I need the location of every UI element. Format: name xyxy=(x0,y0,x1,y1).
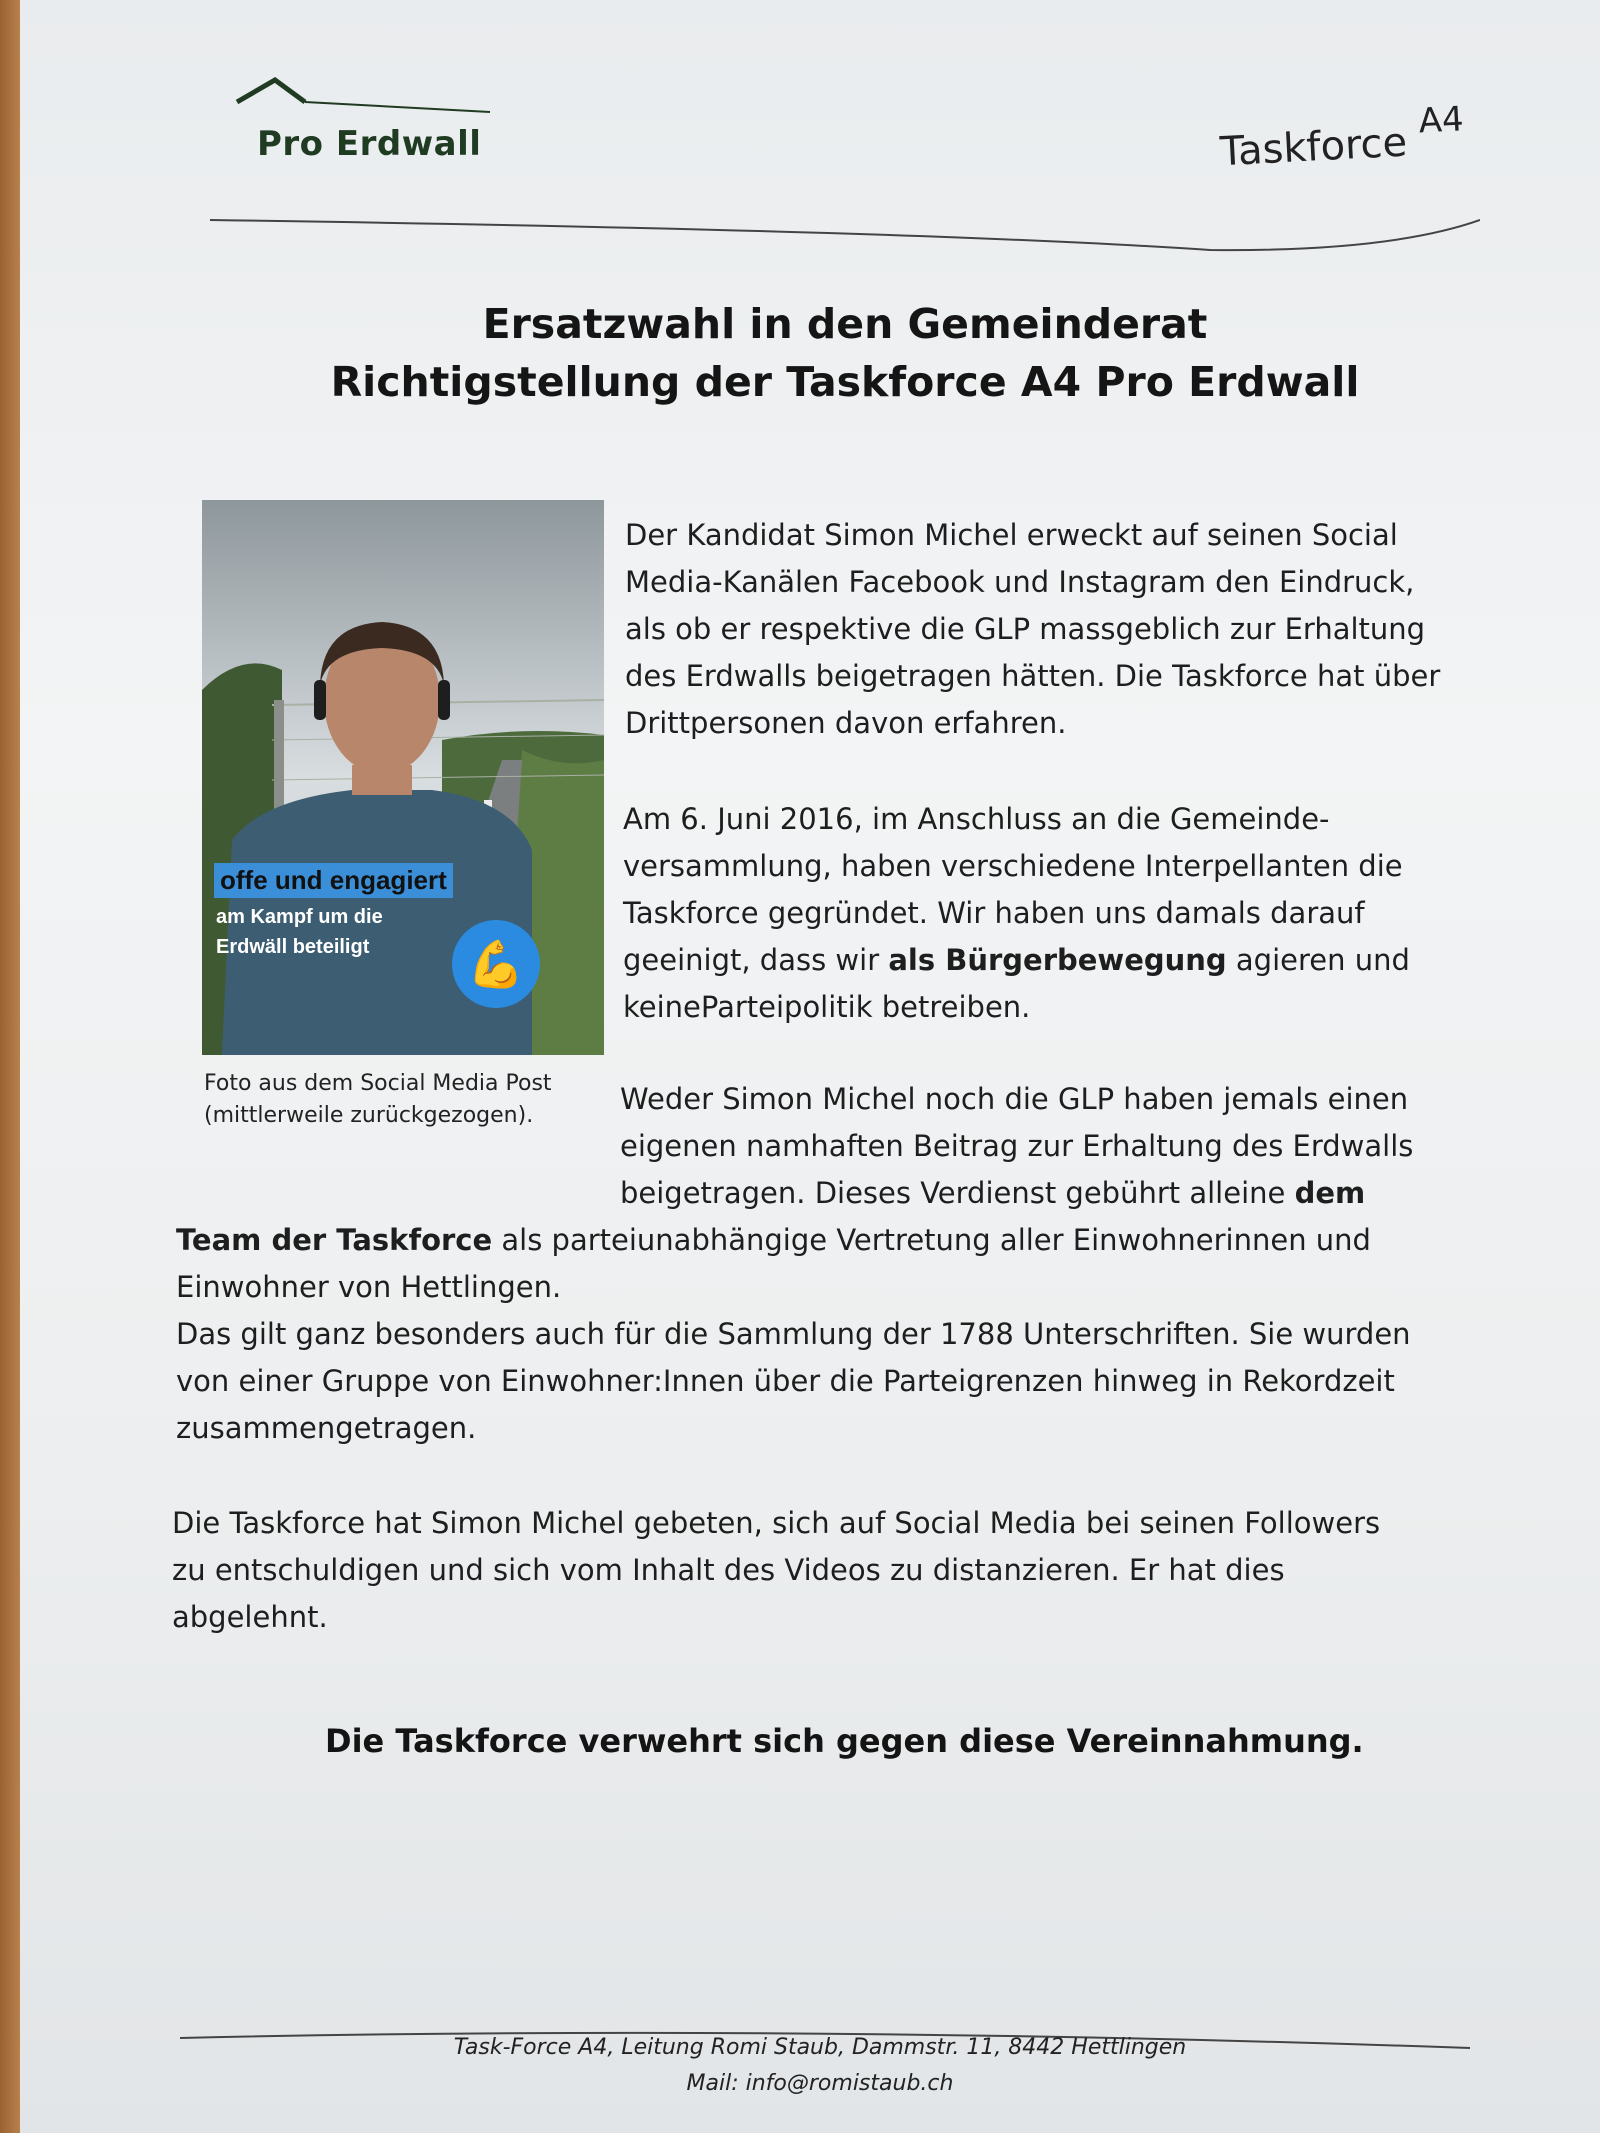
paragraph-2-text: agieren und xyxy=(1226,943,1410,977)
paragraph-1-line: Der Kandidat Simon Michel erweckt auf seinen Social xyxy=(625,518,1398,552)
paragraph-4-line: zusammengetragen. xyxy=(176,1411,477,1445)
footer-mail xyxy=(260,2066,1380,2102)
paragraph-3-continued xyxy=(176,1217,1371,1311)
paragraph-4-line: von einer Gruppe von Einwohner:Innen über die Parteigrenzen hinweg in Rekordzeit xyxy=(176,1364,1395,1398)
paragraph-5-line: zu entschuldigen und sich vom Inhalt des Videos zu distanzieren. Er hat dies xyxy=(172,1553,1285,1587)
paragraph-2-line: Taskforce gegründet. Wir haben uns damals darauf xyxy=(623,896,1365,930)
paragraph-2 xyxy=(623,796,1410,1031)
document-page xyxy=(20,0,1600,2133)
footer-address: Task-Force A4, Leitung Romi Staub, Dammstr. 11, 8442 Hettlingen xyxy=(453,2035,1187,2060)
document-title xyxy=(270,295,1420,411)
paragraph-5-line: Die Taskforce hat Simon Michel gebeten, sich auf Social Media bei seinen Followers xyxy=(172,1506,1381,1540)
photo-image xyxy=(202,500,604,1055)
logo-text: Pro Erdwall xyxy=(257,124,482,164)
paragraph-3-line xyxy=(620,1170,1413,1217)
paragraph-3-text: als parteiunabhängige Vertretung aller Einwohnerinnen und xyxy=(492,1223,1371,1257)
flexed-biceps-icon: 💪 xyxy=(452,920,540,1008)
photo-overlay-line-3: Erdwäll beteiligt xyxy=(216,936,370,958)
paragraph-3-line: Weder Simon Michel noch die GLP haben jemals einen xyxy=(620,1082,1409,1116)
social-media-photo xyxy=(202,500,604,1055)
dem-emphasis: dem xyxy=(1294,1176,1366,1210)
paragraph-3-line xyxy=(176,1217,1371,1264)
paragraph-3-text: beigetragen. Dieses Verdienst gebührt alleine xyxy=(620,1176,1295,1210)
photo-caption xyxy=(204,1068,552,1132)
paragraph-5-line: abgelehnt. xyxy=(172,1600,328,1634)
paragraph-3 xyxy=(620,1076,1413,1217)
paragraph-2-line xyxy=(623,937,1410,984)
paragraph-1-line: Media-Kanälen Facebook und Instagram den Eindruck, xyxy=(625,565,1415,599)
paragraph-1-line: als ob er respektive die GLP massgeblich zur Erhaltung xyxy=(625,612,1426,646)
footer-mail-label: Mail: xyxy=(686,2071,746,2096)
title-line-1: Ersatzwahl in den Gemeinderat xyxy=(482,300,1208,348)
paragraph-1 xyxy=(625,512,1440,747)
closing-statement: Die Taskforce verwehrt sich gegen diese Vereinnahmung. xyxy=(325,1722,1364,1760)
title-line-2: Richtigstellung der Taskforce A4 Pro Erdwall xyxy=(330,358,1360,406)
taskforce-suffix: A4 xyxy=(1417,99,1465,142)
paragraph-1-line: Drittpersonen davon erfahren. xyxy=(625,706,1067,740)
footer xyxy=(260,2030,1380,2102)
paragraph-3-line: eigenen namhaften Beitrag zur Erhaltung des Erdwalls xyxy=(620,1129,1414,1163)
paragraph-5 xyxy=(172,1500,1380,1641)
paragraph-1-line: des Erdwalls beigetragen hätten. Die Taskforce hat über xyxy=(625,659,1441,693)
paragraph-3-line: Einwohner von Hettlingen. xyxy=(176,1270,562,1304)
taskforce-label xyxy=(1219,99,1466,176)
caption-line-2: (mittlerweile zurückgezogen). xyxy=(204,1103,534,1128)
footer-mail-link[interactable]: info@romistaub.ch xyxy=(745,2071,954,2096)
roof-mark-icon xyxy=(235,72,495,132)
team-der-taskforce-emphasis: Team der Taskforce xyxy=(176,1223,493,1257)
photo-overlay-highlight: offe und engagiert xyxy=(214,863,453,898)
taskforce-word: Taskforce xyxy=(1219,119,1409,176)
paragraph-2-text: geeinigt, dass wir xyxy=(623,943,889,977)
caption-line-1: Foto aus dem Social Media Post xyxy=(204,1071,552,1096)
pro-erdwall-logo xyxy=(235,72,495,172)
paragraph-2-line: keineParteipolitik betreiben. xyxy=(623,990,1031,1024)
paragraph-4 xyxy=(176,1311,1411,1452)
photo-overlay-line-2: am Kampf um die xyxy=(216,906,383,928)
header-divider xyxy=(210,210,1480,260)
buergerbewegung-emphasis: als Bürgerbewegung xyxy=(888,943,1227,977)
paragraph-2-line: Am 6. Juni 2016, im Anschluss an die Gemeinde- xyxy=(623,802,1330,836)
paragraph-4-line: Das gilt ganz besonders auch für die Sammlung der 1788 Unterschriften. Sie wurden xyxy=(176,1317,1411,1351)
paragraph-2-line: versammlung, haben verschiedene Interpellanten die xyxy=(623,849,1403,883)
